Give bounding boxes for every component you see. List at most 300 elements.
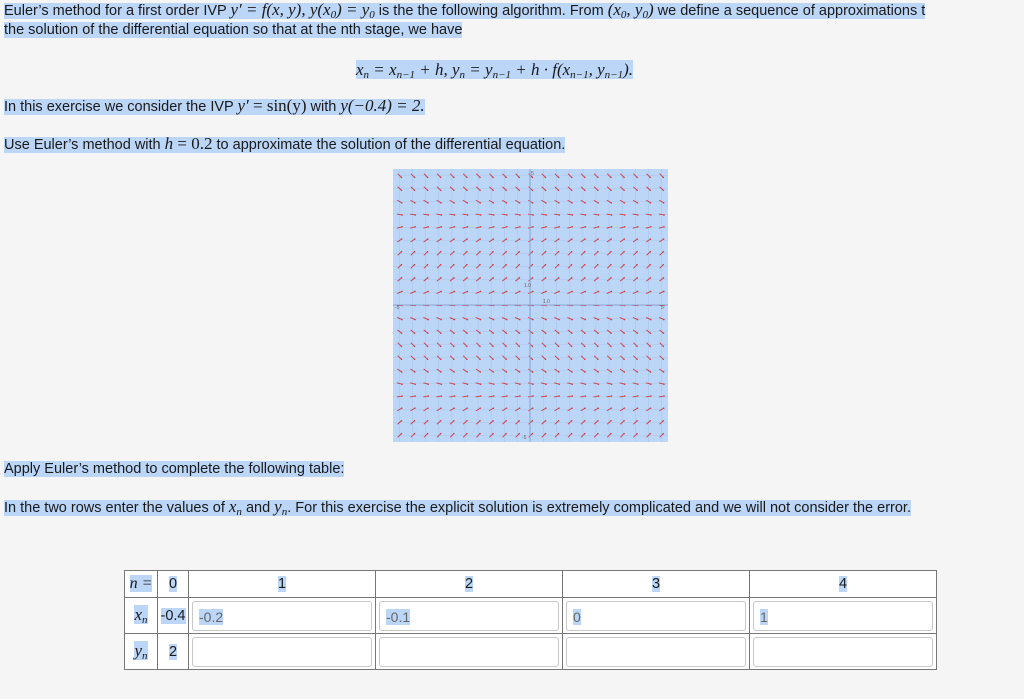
slope-arrowhead xyxy=(519,407,521,409)
y-label-cell: $y_n$ xyxy=(125,634,158,670)
slope-arrowhead xyxy=(454,395,456,397)
slope-arrowhead xyxy=(571,332,573,334)
slope-arrowhead xyxy=(440,358,442,360)
slope-arrowhead xyxy=(493,395,495,397)
slope-arrowhead xyxy=(453,358,455,360)
axis-label-top: 5 xyxy=(531,171,534,177)
slope-arrowhead xyxy=(649,420,651,422)
slope-arrowhead xyxy=(427,358,429,360)
slope-arrowhead xyxy=(414,371,416,373)
slope-arrowhead xyxy=(532,238,534,240)
slope-arrowhead xyxy=(427,383,429,385)
slope-arrowhead xyxy=(663,264,665,266)
slope-arrowhead xyxy=(492,346,494,348)
slope-arrowhead xyxy=(532,332,534,334)
slope-arrowhead xyxy=(623,264,625,266)
slope-arrowhead xyxy=(637,383,639,385)
slope-arrowhead xyxy=(571,433,573,435)
y0-cell: 2 xyxy=(158,634,189,670)
slope-arrowhead xyxy=(506,407,508,409)
slope-arrowhead xyxy=(466,346,468,348)
slope-arrowhead xyxy=(545,238,547,240)
slope-arrowhead xyxy=(414,433,416,435)
slope-arrowhead xyxy=(623,433,625,435)
slope-arrowhead xyxy=(650,291,652,293)
slope-arrowhead xyxy=(545,264,547,266)
slope-arrowhead xyxy=(414,346,416,348)
slope-arrowhead xyxy=(650,238,652,240)
slope-arrowhead xyxy=(493,202,495,204)
euler-formula: $x_n = x_{n-1} + h$, $y_n = y_{n-1} + h \cdot f(x_{n-1}$, $y_{n-1}$). xyxy=(356,60,634,81)
slope-arrowhead xyxy=(584,433,586,435)
slope-arrowhead xyxy=(558,346,560,348)
slope-arrowhead xyxy=(453,202,455,204)
slope-arrowhead xyxy=(440,264,442,266)
slope-arrowhead xyxy=(414,395,416,397)
slope-arrowhead xyxy=(623,332,625,334)
slope-arrowhead xyxy=(610,189,612,191)
slope-arrowhead xyxy=(466,420,468,422)
slope-arrowhead xyxy=(584,189,586,191)
slope-arrowhead xyxy=(649,189,651,191)
slope-arrowhead xyxy=(545,189,547,191)
slope-arrowhead xyxy=(518,433,520,435)
slope-arrowhead xyxy=(558,251,560,253)
slope-arrowhead xyxy=(636,346,638,348)
slope-arrowhead xyxy=(401,395,403,397)
slope-arrowhead xyxy=(453,251,455,253)
slope-arrowhead xyxy=(440,420,442,422)
slope-arrowhead xyxy=(414,407,416,409)
slope-arrowhead xyxy=(545,226,547,228)
x1-input[interactable]: -0.2 xyxy=(192,601,372,631)
slope-arrowhead xyxy=(453,319,455,321)
slope-arrowhead xyxy=(532,264,534,266)
slope-arrowhead xyxy=(453,264,455,266)
slope-arrowhead xyxy=(480,383,482,385)
slope-arrowhead xyxy=(519,277,521,279)
slope-arrowhead xyxy=(493,238,495,240)
slope-arrowhead xyxy=(571,177,573,179)
slope-arrowhead xyxy=(585,383,587,385)
slope-arrowhead xyxy=(506,214,508,216)
slope-arrowhead xyxy=(610,371,612,373)
slope-arrowhead xyxy=(414,319,416,321)
slope-arrowhead xyxy=(492,277,494,279)
slope-arrowhead xyxy=(440,371,442,373)
x-label-cell: $x_n$ xyxy=(125,598,158,634)
slope-arrowhead xyxy=(505,189,507,191)
axis-label-near: 1.0 xyxy=(524,283,531,289)
slope-arrowhead xyxy=(492,251,494,253)
slope-arrowhead xyxy=(519,383,521,385)
slope-arrowhead xyxy=(637,319,639,321)
slope-arrowhead xyxy=(597,371,599,373)
slope-arrowhead xyxy=(650,277,652,279)
slope-arrowhead xyxy=(571,383,573,385)
slope-arrowhead xyxy=(427,264,429,266)
slope-arrowhead xyxy=(584,358,586,360)
slope-arrowhead xyxy=(610,346,612,348)
slope-arrowhead xyxy=(571,202,573,204)
slope-arrowhead xyxy=(466,371,468,373)
slope-arrowhead xyxy=(558,264,560,266)
slope-arrowhead xyxy=(479,177,481,179)
slope-arrowhead xyxy=(427,238,429,240)
slope-arrowhead xyxy=(427,346,429,348)
slope-arrowhead xyxy=(532,277,534,279)
slope-arrowhead xyxy=(492,177,494,179)
slope-arrowhead xyxy=(414,226,416,228)
slope-arrowhead xyxy=(532,407,534,409)
slope-arrowhead xyxy=(637,202,639,204)
slope-arrowhead xyxy=(466,189,468,191)
slope-arrowhead xyxy=(663,202,665,204)
slope-arrowhead xyxy=(427,407,429,409)
slope-arrowhead xyxy=(506,383,508,385)
slope-arrowhead xyxy=(558,407,560,409)
slope-arrowhead xyxy=(545,420,547,422)
slope-arrowhead xyxy=(492,332,494,334)
slope-arrowhead xyxy=(519,332,521,334)
slope-arrowhead xyxy=(650,371,652,373)
slope-arrowhead xyxy=(427,319,429,321)
slope-arrowhead xyxy=(453,291,455,293)
slope-arrowhead xyxy=(519,371,521,373)
slope-arrowhead xyxy=(558,420,560,422)
slope-arrowhead xyxy=(441,214,443,216)
slope-arrowhead xyxy=(663,291,665,293)
slope-arrowhead xyxy=(558,177,560,179)
slope-arrowhead xyxy=(466,358,468,360)
y3-input[interactable] xyxy=(566,637,746,667)
slope-arrowhead xyxy=(624,238,626,240)
slope-arrowhead xyxy=(663,226,665,228)
slope-arrowhead xyxy=(532,189,534,191)
slope-arrowhead xyxy=(414,251,416,253)
slope-arrowhead xyxy=(597,420,599,422)
slope-arrowhead xyxy=(545,371,547,373)
slope-arrowhead xyxy=(454,226,456,228)
slope-arrowhead xyxy=(440,407,442,409)
slope-arrowhead xyxy=(519,420,521,422)
slope-arrowhead xyxy=(558,277,560,279)
slope-arrowhead xyxy=(545,214,547,216)
slope-arrowhead xyxy=(637,226,639,228)
slope-arrowhead xyxy=(427,251,429,253)
slope-arrowhead xyxy=(636,332,638,334)
slope-arrowhead xyxy=(467,319,469,321)
slope-arrowhead xyxy=(623,358,625,360)
slope-arrowhead xyxy=(597,238,599,240)
slope-arrowhead xyxy=(637,371,639,373)
table-row-n xyxy=(125,571,937,598)
slope-arrowhead xyxy=(401,291,403,293)
slope-arrowhead xyxy=(453,407,455,409)
slope-arrowhead xyxy=(598,226,600,228)
slope-arrowhead xyxy=(453,189,455,191)
slope-arrowhead xyxy=(663,319,665,321)
slope-arrowhead xyxy=(480,214,482,216)
slope-arrowhead xyxy=(572,395,574,397)
slope-arrowhead xyxy=(414,189,416,191)
slope-arrowhead xyxy=(545,395,547,397)
slope-arrowhead xyxy=(506,226,508,228)
slope-arrowhead xyxy=(532,346,534,348)
slope-arrowhead xyxy=(611,291,613,293)
slope-arrowhead xyxy=(401,332,403,334)
slope-arrowhead xyxy=(532,420,534,422)
slope-arrowhead xyxy=(545,433,547,435)
slope-arrowhead xyxy=(545,383,547,385)
slope-arrowhead xyxy=(454,214,456,216)
header-cell-2: 2 xyxy=(376,571,563,598)
slope-field-plot xyxy=(393,169,668,442)
slope-arrowhead xyxy=(414,177,416,179)
slope-arrowhead xyxy=(545,346,547,348)
slope-arrowhead xyxy=(427,226,429,228)
slope-arrowhead xyxy=(636,189,638,191)
slope-arrowhead xyxy=(440,346,442,348)
slope-arrowhead xyxy=(545,202,547,204)
slope-arrowhead xyxy=(427,395,429,397)
slope-arrowhead xyxy=(637,395,639,397)
slope-arrowhead xyxy=(505,177,507,179)
slope-arrowhead xyxy=(401,346,403,348)
slope-arrowhead xyxy=(505,433,507,435)
slope-arrowhead xyxy=(571,238,573,240)
slope-arrowhead xyxy=(597,277,599,279)
slope-arrowhead xyxy=(401,420,403,422)
slope-arrowhead xyxy=(427,433,429,435)
y1-input[interactable] xyxy=(192,637,372,667)
slope-arrowhead xyxy=(649,346,651,348)
slope-arrowhead xyxy=(401,358,403,360)
slope-arrowhead xyxy=(663,383,665,385)
slope-arrowhead xyxy=(571,371,573,373)
apply-instruction: Apply Euler’s method to complete the following table: xyxy=(4,461,345,477)
slope-arrowhead xyxy=(611,226,613,228)
slope-arrowhead xyxy=(454,383,456,385)
slope-arrowhead xyxy=(401,251,403,253)
slope-arrowhead xyxy=(624,226,626,228)
slope-arrowhead xyxy=(610,358,612,360)
slope-arrowhead xyxy=(414,238,416,240)
slope-arrowhead xyxy=(623,177,625,179)
slope-arrowhead xyxy=(519,214,521,216)
slope-arrowhead xyxy=(479,238,481,240)
slope-arrowhead xyxy=(519,226,521,228)
slope-arrowhead xyxy=(466,407,468,409)
slope-arrowhead xyxy=(636,420,638,422)
slope-arrowhead xyxy=(479,371,481,373)
slope-arrowhead xyxy=(401,277,403,279)
slope-arrowhead xyxy=(519,202,521,204)
slope-arrowhead xyxy=(610,277,612,279)
slope-arrowhead xyxy=(650,214,652,216)
slope-arrowhead xyxy=(440,202,442,204)
slope-arrowhead xyxy=(414,420,416,422)
slope-arrowhead xyxy=(558,371,560,373)
slope-arrowhead xyxy=(610,332,612,334)
slope-arrowhead xyxy=(663,277,665,279)
slope-arrowhead xyxy=(610,407,612,409)
slope-arrowhead xyxy=(597,202,599,204)
slope-arrowhead xyxy=(597,251,599,253)
slope-arrowhead xyxy=(532,383,534,385)
slope-arrowhead xyxy=(545,319,547,321)
slope-arrowhead xyxy=(467,291,469,293)
slope-arrowhead xyxy=(427,189,429,191)
slope-arrowhead xyxy=(414,358,416,360)
slope-arrowhead xyxy=(636,251,638,253)
slope-arrowhead xyxy=(611,383,613,385)
slope-arrowhead xyxy=(401,407,403,409)
slope-arrowhead xyxy=(558,383,560,385)
slope-arrowhead xyxy=(663,420,665,422)
slope-arrowhead xyxy=(479,332,481,334)
slope-arrowhead xyxy=(401,189,403,191)
axis-label-mid: 1.0 xyxy=(543,299,550,305)
slope-arrowhead xyxy=(414,291,416,293)
slope-arrowhead xyxy=(505,264,507,266)
header-cell-3: 3 xyxy=(563,571,750,598)
slope-arrowhead xyxy=(479,433,481,435)
slope-arrowhead xyxy=(650,395,652,397)
slope-arrowhead xyxy=(571,319,573,321)
slope-arrowhead xyxy=(414,277,416,279)
y-cell-1 xyxy=(189,634,376,670)
slope-arrowhead xyxy=(624,202,626,204)
slope-arrowhead xyxy=(414,202,416,204)
slope-arrowhead xyxy=(518,177,520,179)
x-cell-4 xyxy=(750,598,937,634)
slope-arrowhead xyxy=(662,433,664,435)
slope-arrowhead xyxy=(571,189,573,191)
slope-arrowhead xyxy=(427,291,429,293)
slope-arrowhead xyxy=(610,251,612,253)
slope-arrowhead xyxy=(597,177,599,179)
slope-arrowhead xyxy=(636,277,638,279)
slope-arrowhead xyxy=(597,358,599,360)
slope-arrowhead xyxy=(506,277,508,279)
slope-arrowhead xyxy=(623,420,625,422)
slope-arrowhead xyxy=(597,346,599,348)
slope-arrowhead xyxy=(584,319,586,321)
x4-input[interactable]: 1 xyxy=(753,601,933,631)
slope-arrowhead xyxy=(532,433,534,435)
slope-arrowhead xyxy=(624,214,626,216)
slope-arrowhead xyxy=(650,202,652,204)
slope-arrowhead xyxy=(597,264,599,266)
slope-arrowhead xyxy=(545,251,547,253)
slope-arrowhead xyxy=(558,319,560,321)
slope-arrowhead xyxy=(453,433,455,435)
slope-arrowhead xyxy=(505,251,507,253)
slope-arrowhead xyxy=(453,238,455,240)
slope-arrowhead xyxy=(480,319,482,321)
slope-arrowhead xyxy=(492,189,494,191)
slope-arrowhead xyxy=(532,226,534,228)
slope-arrowhead xyxy=(401,202,403,204)
slope-arrowhead xyxy=(584,420,586,422)
slope-arrowhead xyxy=(467,214,469,216)
slope-arrowhead xyxy=(611,214,613,216)
slope-arrowhead xyxy=(479,264,481,266)
slope-arrowhead xyxy=(649,251,651,253)
slope-arrowhead xyxy=(532,251,534,253)
slope-arrowhead xyxy=(440,238,442,240)
slope-arrowhead xyxy=(493,407,495,409)
slope-arrowhead xyxy=(650,226,652,228)
slope-arrowhead xyxy=(545,277,547,279)
slope-arrowhead xyxy=(453,277,455,279)
header-cell-1: 1 xyxy=(189,571,376,598)
slope-arrowhead xyxy=(610,433,612,435)
slope-arrowhead xyxy=(427,277,429,279)
x3-input[interactable]: 0 xyxy=(566,601,746,631)
slope-arrowhead xyxy=(414,332,416,334)
slope-arrowhead xyxy=(466,332,468,334)
slope-arrowhead xyxy=(453,371,455,373)
slope-arrowhead xyxy=(401,433,403,435)
slope-arrowhead xyxy=(650,407,652,409)
slope-arrowhead xyxy=(493,226,495,228)
y2-input[interactable] xyxy=(379,637,559,667)
slope-arrowhead xyxy=(624,383,626,385)
slope-arrowhead xyxy=(558,202,560,204)
slope-arrowhead xyxy=(532,358,534,360)
slope-arrowhead xyxy=(519,238,521,240)
slope-arrowhead xyxy=(532,291,534,293)
slope-arrowhead xyxy=(584,332,586,334)
y4-input[interactable] xyxy=(753,637,933,667)
slope-arrowhead xyxy=(532,202,534,204)
slope-arrowhead xyxy=(479,189,481,191)
slope-arrowhead xyxy=(624,291,626,293)
slope-arrowhead xyxy=(479,346,481,348)
slope-arrowhead xyxy=(558,332,560,334)
slope-arrowhead xyxy=(598,383,600,385)
slope-arrowhead xyxy=(505,346,507,348)
slope-arrowhead xyxy=(440,189,442,191)
slope-arrowhead xyxy=(649,177,651,179)
slope-arrowhead xyxy=(571,407,573,409)
slope-arrowhead xyxy=(597,433,599,435)
slope-arrowhead xyxy=(440,291,442,293)
slope-arrowhead xyxy=(427,332,429,334)
slope-arrowhead xyxy=(467,383,469,385)
slope-arrowhead xyxy=(584,277,586,279)
slope-arrowhead xyxy=(598,214,600,216)
slope-arrowhead xyxy=(637,238,639,240)
slope-arrowhead xyxy=(624,319,626,321)
slope-arrowhead xyxy=(401,214,403,216)
slope-arrowhead xyxy=(506,371,508,373)
slope-arrowhead xyxy=(479,277,481,279)
slope-arrowhead xyxy=(558,189,560,191)
slope-arrowhead xyxy=(506,332,508,334)
slope-arrowhead xyxy=(401,238,403,240)
slope-arrowhead xyxy=(624,371,626,373)
slope-arrowhead xyxy=(571,358,573,360)
slope-arrowhead xyxy=(466,202,468,204)
slope-arrowhead xyxy=(663,358,665,360)
slope-arrowhead xyxy=(650,319,652,321)
x2-input[interactable]: -0.1 xyxy=(379,601,559,631)
slope-arrowhead xyxy=(611,319,613,321)
ivp-statement: In this exercise we consider the IVP y′ = sin(y) with y(−0.4) = 2. xyxy=(4,96,425,115)
